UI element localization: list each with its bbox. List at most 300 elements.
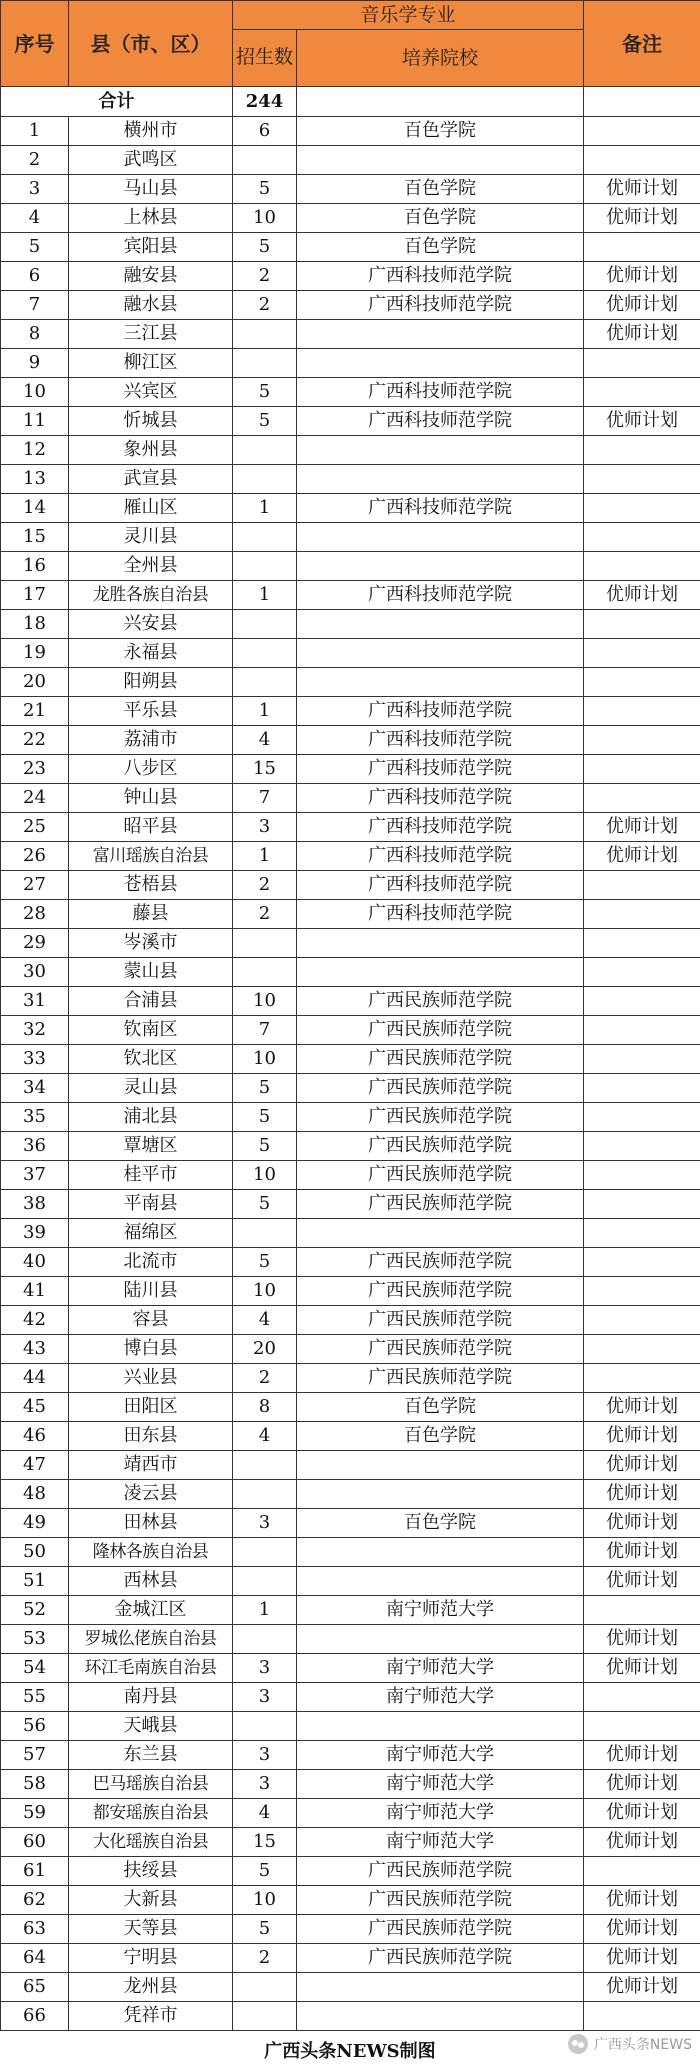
- table-row: [1, 1770, 700, 1799]
- header-no: 序号: [1, 1, 69, 87]
- cell-note: 优师计划: [584, 1567, 700, 1596]
- cell-county: 荔浦市: [69, 726, 233, 755]
- cell-note: [584, 871, 700, 900]
- cell-school: 广西科技师范学院: [297, 581, 584, 610]
- cell-no: 31: [1, 987, 69, 1016]
- cell-school: 广西民族师范学院: [297, 1886, 584, 1915]
- cell-no: 61: [1, 1857, 69, 1886]
- cell-county: 兴业县: [69, 1364, 233, 1393]
- cell-count: 10: [233, 987, 297, 1016]
- cell-county: 忻城县: [69, 407, 233, 436]
- footer-credit: 广西头条NEWS制图: [0, 2030, 700, 2069]
- watermark-text: 广西头条NEWS: [594, 2034, 692, 2054]
- cell-note: [584, 987, 700, 1016]
- watermark: [568, 2034, 692, 2054]
- cell-county: 福绵区: [69, 1219, 233, 1248]
- table-row: [1, 1016, 700, 1045]
- table-row: [1, 1712, 700, 1741]
- cell-note: 优师计划: [584, 204, 700, 233]
- header-count: 招生数: [233, 30, 297, 87]
- cell-count: [233, 929, 297, 958]
- cell-note: 优师计划: [584, 407, 700, 436]
- cell-count: 1: [233, 697, 297, 726]
- cell-county: 永福县: [69, 639, 233, 668]
- cell-school: 广西民族师范学院: [297, 1045, 584, 1074]
- cell-note: 优师计划: [584, 1451, 700, 1480]
- cell-count: [233, 1451, 297, 1480]
- cell-no: 15: [1, 523, 69, 552]
- cell-school: 广西科技师范学院: [297, 494, 584, 523]
- cell-count: [233, 1712, 297, 1741]
- cell-note: 优师计划: [584, 1770, 700, 1799]
- cell-county: 兴宾区: [69, 378, 233, 407]
- cell-note: 优师计划: [584, 1480, 700, 1509]
- cell-county: 八步区: [69, 755, 233, 784]
- cell-note: 优师计划: [584, 1393, 700, 1422]
- cell-school: [297, 1625, 584, 1654]
- cell-county: 钟山县: [69, 784, 233, 813]
- cell-school: 广西民族师范学院: [297, 1944, 584, 1973]
- cell-school: [297, 465, 584, 494]
- table-row: [1, 320, 700, 349]
- cell-note: 优师计划: [584, 1422, 700, 1451]
- cell-school: [297, 552, 584, 581]
- table-row: [1, 842, 700, 871]
- cell-county: 大化瑶族自治县: [69, 1828, 233, 1857]
- cell-school: 广西科技师范学院: [297, 900, 584, 929]
- table-row: [1, 552, 700, 581]
- cell-school: 广西科技师范学院: [297, 842, 584, 871]
- cell-school: [297, 668, 584, 697]
- cell-count: 4: [233, 1799, 297, 1828]
- table-row: [1, 233, 700, 262]
- table-row: [1, 871, 700, 900]
- cell-note: [584, 1248, 700, 1277]
- cell-no: 44: [1, 1364, 69, 1393]
- cell-count: [233, 523, 297, 552]
- cell-count: 5: [233, 233, 297, 262]
- cell-no: 55: [1, 1683, 69, 1712]
- cell-county: 陆川县: [69, 1277, 233, 1306]
- cell-note: [584, 465, 700, 494]
- cell-county: 覃塘区: [69, 1132, 233, 1161]
- cell-county: 都安瑶族自治县: [69, 1799, 233, 1828]
- cell-count: [233, 320, 297, 349]
- cell-county: 龙州县: [69, 1973, 233, 2002]
- cell-note: 优师计划: [584, 813, 700, 842]
- cell-school: 广西民族师范学院: [297, 1364, 584, 1393]
- table-row: [1, 1132, 700, 1161]
- cell-note: [584, 784, 700, 813]
- cell-count: 5: [233, 1103, 297, 1132]
- cell-note: [584, 1683, 700, 1712]
- cell-note: [584, 1712, 700, 1741]
- cell-county: 上林县: [69, 204, 233, 233]
- cell-school: 南宁师范大学: [297, 1596, 584, 1625]
- cell-note: [584, 1364, 700, 1393]
- cell-note: 优师计划: [584, 1973, 700, 2002]
- cell-no: 3: [1, 175, 69, 204]
- table-row: [1, 929, 700, 958]
- cell-county: 浦北县: [69, 1103, 233, 1132]
- cell-county: 藤县: [69, 900, 233, 929]
- cell-school: 广西科技师范学院: [297, 755, 584, 784]
- cell-school: [297, 1567, 584, 1596]
- cell-count: [233, 349, 297, 378]
- cell-county: 金城江区: [69, 1596, 233, 1625]
- cell-no: 64: [1, 1944, 69, 1973]
- header-note: 备注: [584, 1, 700, 87]
- cell-county: 北流市: [69, 1248, 233, 1277]
- cell-school: 广西民族师范学院: [297, 1857, 584, 1886]
- table-row: [1, 407, 700, 436]
- table-body: [1, 87, 700, 2031]
- cell-no: 50: [1, 1538, 69, 1567]
- cell-no: 22: [1, 726, 69, 755]
- table-row: [1, 1161, 700, 1190]
- cell-school: 百色学院: [297, 1393, 584, 1422]
- cell-count: [233, 146, 297, 175]
- cell-county: 灵川县: [69, 523, 233, 552]
- cell-no: 29: [1, 929, 69, 958]
- cell-county: 蒙山县: [69, 958, 233, 987]
- header-major: 音乐学专业: [233, 1, 584, 30]
- cell-county: 环江毛南族自治县: [69, 1654, 233, 1683]
- cell-note: 优师计划: [584, 581, 700, 610]
- cell-note: 优师计划: [584, 1538, 700, 1567]
- cell-school: [297, 523, 584, 552]
- cell-no: 30: [1, 958, 69, 987]
- cell-county: 天等县: [69, 1915, 233, 1944]
- cell-note: [584, 697, 700, 726]
- cell-county: 博白县: [69, 1335, 233, 1364]
- cell-county: 昭平县: [69, 813, 233, 842]
- cell-no: 43: [1, 1335, 69, 1364]
- cell-no: 63: [1, 1915, 69, 1944]
- cell-school: [297, 349, 584, 378]
- table-row: [1, 697, 700, 726]
- cell-note: [584, 1306, 700, 1335]
- cell-no: 41: [1, 1277, 69, 1306]
- cell-note: [584, 1857, 700, 1886]
- cell-county: 凌云县: [69, 1480, 233, 1509]
- cell-no: 25: [1, 813, 69, 842]
- cell-school: 广西科技师范学院: [297, 262, 584, 291]
- cell-county: 罗城仫佬族自治县: [69, 1625, 233, 1654]
- cell-note: [584, 349, 700, 378]
- cell-no: 6: [1, 262, 69, 291]
- cell-school: [297, 2002, 584, 2031]
- cell-school: 广西民族师范学院: [297, 1016, 584, 1045]
- cell-county: 田阳区: [69, 1393, 233, 1422]
- cell-note: 优师计划: [584, 1886, 700, 1915]
- cell-county: 灵山县: [69, 1074, 233, 1103]
- cell-note: [584, 929, 700, 958]
- cell-count: 2: [233, 871, 297, 900]
- cell-county: 融安县: [69, 262, 233, 291]
- cell-county: 天峨县: [69, 1712, 233, 1741]
- table-row: [1, 726, 700, 755]
- cell-count: 5: [233, 378, 297, 407]
- cell-no: 36: [1, 1132, 69, 1161]
- table-row: [1, 494, 700, 523]
- cell-count: 15: [233, 755, 297, 784]
- cell-note: 优师计划: [584, 262, 700, 291]
- cell-county: 武鸣区: [69, 146, 233, 175]
- cell-count: [233, 1567, 297, 1596]
- cell-note: 优师计划: [584, 1654, 700, 1683]
- table-row: [1, 1538, 700, 1567]
- cell-count: 7: [233, 1016, 297, 1045]
- cell-county: 平乐县: [69, 697, 233, 726]
- total-note-cell: [584, 87, 700, 117]
- table-row: [1, 1306, 700, 1335]
- cell-school: 广西民族师范学院: [297, 1074, 584, 1103]
- cell-school: 南宁师范大学: [297, 1741, 584, 1770]
- table-row: [1, 1451, 700, 1480]
- table-row: [1, 204, 700, 233]
- cell-no: 66: [1, 2002, 69, 2031]
- cell-school: [297, 929, 584, 958]
- table-row: [1, 668, 700, 697]
- cell-school: [297, 639, 584, 668]
- cell-school: 百色学院: [297, 1509, 584, 1538]
- cell-note: 优师计划: [584, 1944, 700, 1973]
- total-row: [1, 87, 700, 117]
- cell-count: [233, 465, 297, 494]
- cell-county: 阳朔县: [69, 668, 233, 697]
- cell-note: [584, 552, 700, 581]
- cell-count: [233, 1219, 297, 1248]
- cell-county: 融水县: [69, 291, 233, 320]
- cell-no: 7: [1, 291, 69, 320]
- cell-note: [584, 958, 700, 987]
- cell-note: [584, 639, 700, 668]
- cell-count: [233, 436, 297, 465]
- cell-county: 钦北区: [69, 1045, 233, 1074]
- cell-count: 3: [233, 813, 297, 842]
- cell-school: 广西民族师范学院: [297, 1248, 584, 1277]
- cell-count: [233, 639, 297, 668]
- cell-county: 合浦县: [69, 987, 233, 1016]
- cell-count: [233, 1973, 297, 2002]
- cell-count: 10: [233, 1045, 297, 1074]
- cell-no: 17: [1, 581, 69, 610]
- cell-no: 54: [1, 1654, 69, 1683]
- cell-county: 龙胜各族自治县: [69, 581, 233, 610]
- cell-school: [297, 320, 584, 349]
- table-row: [1, 639, 700, 668]
- cell-no: 39: [1, 1219, 69, 1248]
- cell-note: 优师计划: [584, 175, 700, 204]
- cell-no: 20: [1, 668, 69, 697]
- cell-note: [584, 436, 700, 465]
- table-row: [1, 1393, 700, 1422]
- cell-school: 广西科技师范学院: [297, 726, 584, 755]
- cell-school: 百色学院: [297, 1422, 584, 1451]
- cell-school: 广西科技师范学院: [297, 813, 584, 842]
- cell-school: 广西民族师范学院: [297, 1132, 584, 1161]
- cell-county: 岑溪市: [69, 929, 233, 958]
- table-row: [1, 1741, 700, 1770]
- cell-no: 26: [1, 842, 69, 871]
- cell-no: 8: [1, 320, 69, 349]
- cell-county: 宾阳县: [69, 233, 233, 262]
- cell-note: 优师计划: [584, 291, 700, 320]
- table-row: [1, 378, 700, 407]
- cell-no: 27: [1, 871, 69, 900]
- cell-no: 60: [1, 1828, 69, 1857]
- cell-county: 凭祥市: [69, 2002, 233, 2031]
- cell-school: 广西科技师范学院: [297, 871, 584, 900]
- cell-count: 10: [233, 1277, 297, 1306]
- cell-no: 21: [1, 697, 69, 726]
- cell-count: 2: [233, 1364, 297, 1393]
- cell-school: 南宁师范大学: [297, 1799, 584, 1828]
- cell-count: 4: [233, 726, 297, 755]
- cell-no: 59: [1, 1799, 69, 1828]
- cell-school: 广西科技师范学院: [297, 291, 584, 320]
- table-row: [1, 987, 700, 1016]
- cell-no: 38: [1, 1190, 69, 1219]
- cell-school: [297, 610, 584, 639]
- cell-count: [233, 610, 297, 639]
- cell-school: 广西民族师范学院: [297, 1103, 584, 1132]
- cell-note: [584, 610, 700, 639]
- table-row: [1, 117, 700, 146]
- cell-county: 武宣县: [69, 465, 233, 494]
- cell-note: [584, 726, 700, 755]
- table-row: [1, 1799, 700, 1828]
- cell-note: [584, 494, 700, 523]
- cell-school: 南宁师范大学: [297, 1683, 584, 1712]
- table-row: [1, 1364, 700, 1393]
- cell-no: 48: [1, 1480, 69, 1509]
- cell-school: 百色学院: [297, 204, 584, 233]
- cell-school: [297, 958, 584, 987]
- table-row: [1, 755, 700, 784]
- table-row: [1, 1103, 700, 1132]
- cell-school: 百色学院: [297, 175, 584, 204]
- cell-school: 广西民族师范学院: [297, 1161, 584, 1190]
- cell-no: 62: [1, 1886, 69, 1915]
- table-row: [1, 1422, 700, 1451]
- cell-no: 34: [1, 1074, 69, 1103]
- table-row: [1, 2002, 700, 2031]
- cell-no: 45: [1, 1393, 69, 1422]
- cell-note: [584, 1219, 700, 1248]
- total-school-cell: [297, 87, 584, 117]
- cell-no: 4: [1, 204, 69, 233]
- cell-school: 南宁师范大学: [297, 1770, 584, 1799]
- table-row: [1, 465, 700, 494]
- cell-note: [584, 1016, 700, 1045]
- table-row: [1, 1596, 700, 1625]
- cell-no: 56: [1, 1712, 69, 1741]
- table-row: [1, 1074, 700, 1103]
- cell-no: 57: [1, 1741, 69, 1770]
- cell-school: 广西民族师范学院: [297, 1335, 584, 1364]
- cell-note: 优师计划: [584, 1915, 700, 1944]
- cell-note: [584, 378, 700, 407]
- cell-school: [297, 1973, 584, 2002]
- table-row: [1, 1886, 700, 1915]
- cell-no: 11: [1, 407, 69, 436]
- cell-school: 广西科技师范学院: [297, 407, 584, 436]
- cell-count: 5: [233, 1132, 297, 1161]
- cell-county: 平南县: [69, 1190, 233, 1219]
- cell-no: 35: [1, 1103, 69, 1132]
- cell-no: 19: [1, 639, 69, 668]
- cell-county: 田东县: [69, 1422, 233, 1451]
- cell-note: [584, 1190, 700, 1219]
- cell-count: 2: [233, 1944, 297, 1973]
- cell-county: 兴安县: [69, 610, 233, 639]
- cell-count: [233, 668, 297, 697]
- cell-no: 1: [1, 117, 69, 146]
- table-row: [1, 610, 700, 639]
- cell-count: 2: [233, 900, 297, 929]
- cell-county: 全州县: [69, 552, 233, 581]
- cell-count: 20: [233, 1335, 297, 1364]
- table-row: [1, 1944, 700, 1973]
- cell-count: 8: [233, 1393, 297, 1422]
- cell-count: 6: [233, 117, 297, 146]
- cell-school: [297, 1451, 584, 1480]
- cell-note: [584, 1335, 700, 1364]
- cell-no: 47: [1, 1451, 69, 1480]
- cell-school: 广西科技师范学院: [297, 697, 584, 726]
- cell-school: 南宁师范大学: [297, 1828, 584, 1857]
- cell-county: 柳江区: [69, 349, 233, 378]
- table-row: [1, 1683, 700, 1712]
- header-county: 县（市、区）: [69, 1, 233, 87]
- cell-county: 巴马瑶族自治县: [69, 1770, 233, 1799]
- cell-no: 14: [1, 494, 69, 523]
- cell-no: 12: [1, 436, 69, 465]
- cell-count: 3: [233, 1683, 297, 1712]
- table-row: [1, 175, 700, 204]
- table-row: [1, 900, 700, 929]
- cell-note: [584, 233, 700, 262]
- cell-no: 23: [1, 755, 69, 784]
- table-row: [1, 1335, 700, 1364]
- cell-county: 靖西市: [69, 1451, 233, 1480]
- cell-school: [297, 1538, 584, 1567]
- table-row: [1, 1973, 700, 2002]
- cell-note: [584, 1074, 700, 1103]
- cell-school: 广西民族师范学院: [297, 1915, 584, 1944]
- table-row: [1, 1248, 700, 1277]
- table-row: [1, 1277, 700, 1306]
- cell-note: [584, 1045, 700, 1074]
- cell-count: 3: [233, 1654, 297, 1683]
- cell-count: 10: [233, 204, 297, 233]
- cell-note: [584, 668, 700, 697]
- cell-count: 1: [233, 494, 297, 523]
- cell-count: 15: [233, 1828, 297, 1857]
- table-row: [1, 1654, 700, 1683]
- cell-count: [233, 1480, 297, 1509]
- cell-school: 广西科技师范学院: [297, 784, 584, 813]
- cell-no: 53: [1, 1625, 69, 1654]
- cell-count: 2: [233, 291, 297, 320]
- table-header: [1, 1, 700, 87]
- cell-county: 桂平市: [69, 1161, 233, 1190]
- table-row: [1, 813, 700, 842]
- cell-note: [584, 523, 700, 552]
- cell-count: [233, 1625, 297, 1654]
